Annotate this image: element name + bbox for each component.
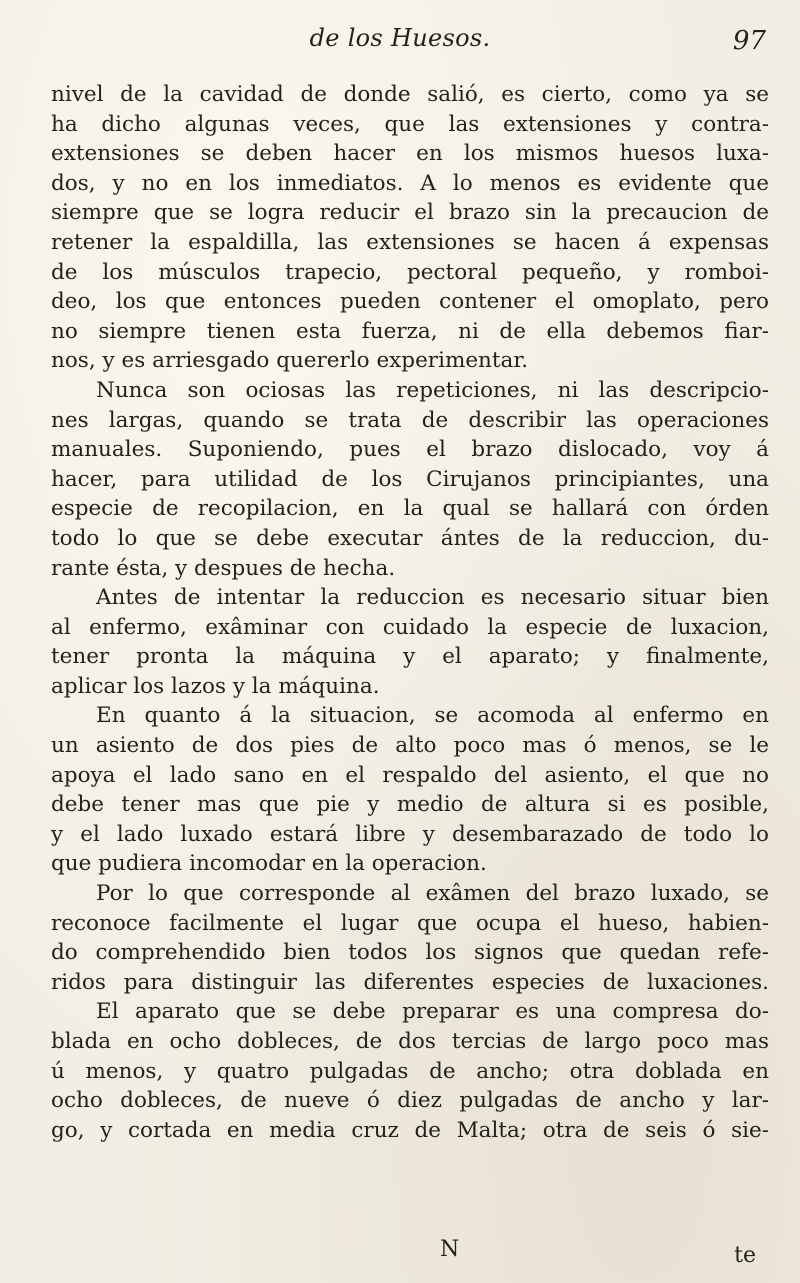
text-line: El aparato que se debe preparar es una compresa do- [96,999,769,1025]
text-line: do comprehendido bien todos los signos que quedan refe- [51,940,769,966]
text-line: Nunca son ociosas las repeticiones, ni las descripcio- [96,377,769,403]
text-line: Por lo que corresponde al exâmen del brazo luxado, se [96,881,769,907]
text-line: debe tener mas que pie y medio de altura si es posible, [51,792,769,818]
text-line: ridos para distinguir las diferentes especies de luxaciones. [51,969,769,995]
text-line: dos, y no en los inmediatos. A lo menos es evidente que [51,170,769,196]
text-line: aplicar los lazos y la máquina. [51,673,380,699]
page-footer [0,1237,800,1271]
text-line: retener la espaldilla, las extensiones se hacen á expensas [51,229,769,255]
text-line: ocho dobleces, de nueve ó diez pulgadas de ancho y lar- [51,1088,769,1114]
text-line: ha dicho algunas veces, que las extensiones y contra- [51,111,769,137]
text-line: nos, y es arriesgado quererlo experimentar. [51,348,529,374]
text-line: extensiones se deben hacer en los mismos huesos luxa- [51,141,769,167]
text-line: apoya el lado sano en el respaldo del asiento, el que no [51,762,769,788]
text-line: nivel de la cavidad de donde salió, es cierto, como ya se [51,82,769,107]
running-head: de los Huesos. [309,24,491,52]
text-line: no siempre tienen esta fuerza, ni de ella debemos fiar- [51,318,769,344]
signature-mark: N [440,1237,460,1262]
body-text [51,80,769,1145]
text-line: de los músculos trapecio, pectoral pequeño, y romboi- [51,259,769,285]
text-line: que pudiera incomodar en la operacion. [51,851,487,877]
text-line: especie de recopilacion, en la qual se hallará con órden [51,496,769,522]
text-line: En quanto á la situacion, se acomoda al enfermo en [96,703,769,729]
text-line: ú menos, y quatro pulgadas de ancho; otra doblada en [51,1058,769,1084]
text-line: manuales. Suponiendo, pues el brazo dislocado, voy á [51,437,769,463]
text-line: todo lo que se debe executar ántes de la reduccion, du- [51,525,769,551]
text-line: siempre que se logra reducir el brazo sin la precaucion de [51,200,769,226]
text-line: nes largas, quando se trata de describir las operaciones [51,407,769,433]
catchword: te [734,1243,756,1268]
text-line: y el lado luxado estará libre y desembarazado de todo lo [51,821,769,847]
text-line: al enfermo, exâminar con cuidado la especie de luxacion, [51,614,769,640]
text-line: blada en ocho dobleces, de dos tercias de largo poco mas [51,1029,769,1054]
text-line: go, y cortada en media cruz de Malta; otra de seis ó sie- [51,1117,769,1143]
text-line: reconoce facilmente el lugar que ocupa el hueso, habien- [51,910,769,936]
text-line: deo, los que entonces pueden contener el omoplato, pero [51,289,769,315]
page-header [0,14,800,64]
text-line: rante ésta, y despues de hecha. [51,555,396,581]
page-number: 97 [732,26,766,56]
text-line: un asiento de dos pies de alto poco mas ó menos, se le [51,733,769,759]
text-line: tener pronta la máquina y el aparato; y finalmente, [51,644,769,670]
text-line: hacer, para utilidad de los Cirujanos principiantes, una [51,466,769,492]
text-line: Antes de intentar la reduccion es necesario situar bien [96,585,769,611]
